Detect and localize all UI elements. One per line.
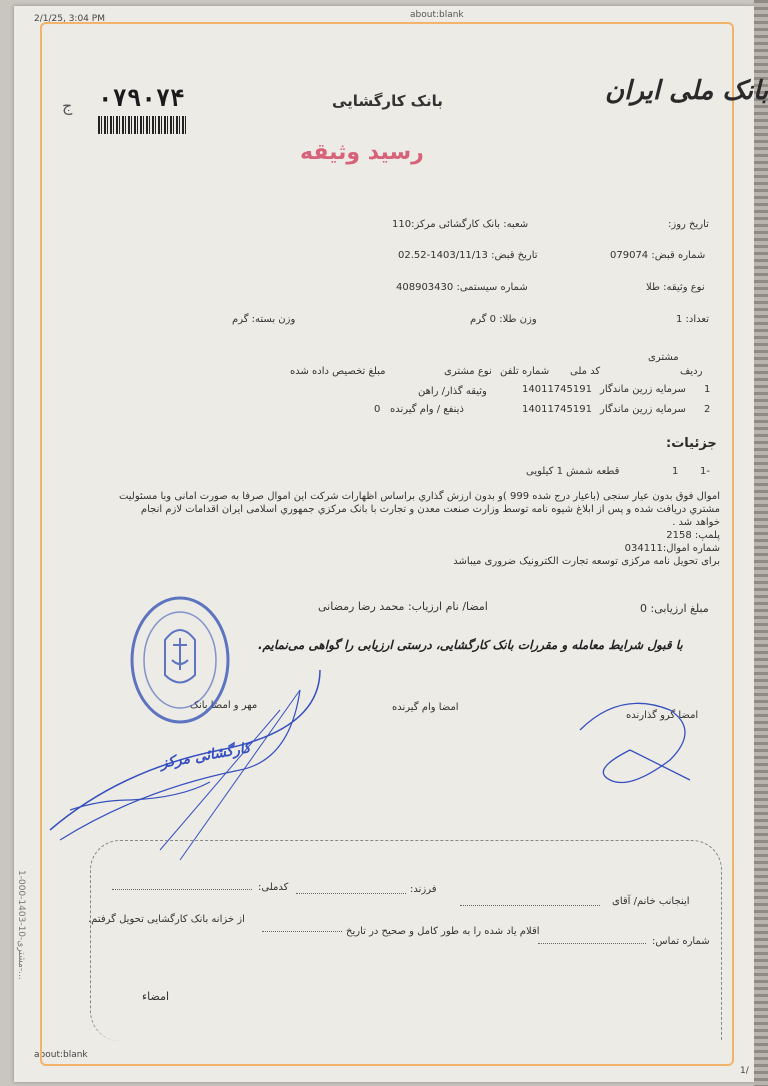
table-row-1-national-id: 14011745191 <box>522 384 592 395</box>
desc-line: مشتري دریافت شده و پس از ابلاغ شیوه نامه توسط وزارت صنعت معدن و تجارت با بانک مرکزي جمهوري اسلامی ایران اقدامات لازم انجام <box>140 504 720 515</box>
package-weight: وزن بسته: گرم <box>232 314 296 325</box>
handover-section <box>90 840 722 1041</box>
col-row-header: ردیف <box>680 366 703 377</box>
handover-id-label: کدملی: <box>258 882 289 893</box>
col-customer-header: مشتری <box>648 352 679 363</box>
desc-line: شماره اموال:034111 <box>624 543 720 554</box>
side-mark: ج <box>62 96 73 115</box>
borrower-signature-label: امضا وام گیرنده <box>392 702 459 713</box>
gold-weight: وزن طلا: 0 گرم <box>470 314 537 325</box>
col-customer-type-header: نوع مشتری <box>444 366 492 377</box>
table-row-2-type: ذینفع / وام گیرنده <box>390 404 464 415</box>
print-datetime: 2/1/25, 3:04 PM <box>34 14 105 24</box>
table-row-2-amount: 0 <box>374 404 381 415</box>
item-description: قطعه شمش 1 کیلویی <box>526 466 620 477</box>
item-quantity: 1 <box>672 466 679 477</box>
bank-signature-label: مهر و امضا بانک <box>190 700 258 711</box>
pledger-signature <box>560 690 710 800</box>
handover-phone-line[interactable] <box>538 942 646 944</box>
print-url-bottom: about:blank <box>34 1050 88 1060</box>
table-row-2-national-id: 14011745191 <box>522 404 592 415</box>
branch-field: شعبه: بانک کارگشائی مرکز:110 <box>392 219 529 230</box>
handover-father-label: فرزند: <box>410 884 437 895</box>
details-description <box>64 490 720 568</box>
desc-line: اموال فوق بدون عیار سنجی (باعیار درج شده 999 )و بدون ارزش گذاري براساس اظهارات شرکت این اموال صرفا به صورت امانی وبا مسئولیت <box>118 491 720 502</box>
table-row-1-type: وثیقه گذار/ راهن <box>418 386 487 397</box>
page-edge <box>754 0 768 1086</box>
desc-line: خواهد شد . <box>672 517 720 528</box>
col-national-id-header: کد ملی <box>570 366 601 377</box>
col-amount-header: مبلغ تخصیص داده شده <box>290 366 386 377</box>
bank-logo: بانک ملی ایران <box>605 76 768 106</box>
table-row-2-idx: 2 <box>704 404 711 415</box>
stamp-text: کارگشائی مرکز <box>159 740 252 772</box>
acceptance-statement: با قبول شرایط معامله و مقررات بانک کارگشایی، درستی ارزیابی را گواهی می‌نمایم. <box>258 638 683 652</box>
desc-line: پلمپ: 2158 <box>666 530 720 541</box>
table-row-1-name: سرمایه زرین ماندگار <box>600 384 686 395</box>
handover-name-line[interactable] <box>460 904 600 906</box>
handover-statement-end: از خزانه بانک کارگشایی تحویل گرفتم. <box>88 914 245 925</box>
receipt-number: شماره قبض: 079074 <box>610 250 706 261</box>
handover-statement: اقلام یاد شده را به طور کامل و صحیح در تاریخ <box>346 926 540 937</box>
serial-number: ۰۷۹۰۷۴ <box>98 84 185 112</box>
desc-line: برای تحویل نامه مرکزی توسعه تجارت الکترونیک ضروری میباشد <box>453 556 720 567</box>
print-page-number: 1/ <box>740 1066 749 1076</box>
handover-sign-label: امضاء <box>142 990 170 1003</box>
handover-father-line[interactable] <box>296 892 406 894</box>
table-row-1-idx: 1 <box>704 384 711 395</box>
print-url-top: about:blank <box>410 10 464 20</box>
handover-name-label: اینجانب خانم/ آقای <box>612 896 690 907</box>
table-row-2-name: سرمایه زرین ماندگار <box>600 404 686 415</box>
handover-date-line[interactable] <box>262 930 342 932</box>
col-phone-header: شماره تلفن <box>500 366 550 377</box>
system-number: شماره سیستمی: 408903430 <box>396 282 528 293</box>
barcode <box>98 116 188 134</box>
details-title: جزئیات: <box>666 436 717 451</box>
pledger-signature-label: امضا گرو گذارنده <box>626 710 699 721</box>
appraiser-signature: امضا/ نام ارزیاب: محمد رضا رمضانی <box>318 600 488 613</box>
item-index: -1 <box>700 466 710 477</box>
handover-id-line[interactable] <box>112 888 252 890</box>
date-label: تاریخ روز: <box>668 219 709 230</box>
appraisal-amount: مبلغ ارزیابی: 0 <box>640 602 709 615</box>
collateral-type: نوع وثیقه: طلا <box>646 282 705 293</box>
side-vertical-text: 1-مشتری-10-1403-000-... <box>16 870 26 980</box>
doc-title: رسید وثیقه <box>300 140 424 165</box>
count-field: تعداد: 1 <box>676 314 710 325</box>
org-title: بانک کارگشایی <box>332 92 443 110</box>
handover-phone-label: شماره تماس: <box>652 936 710 947</box>
receipt-date: تاریخ قبض: 1403/11/13-02.52 <box>398 250 538 261</box>
